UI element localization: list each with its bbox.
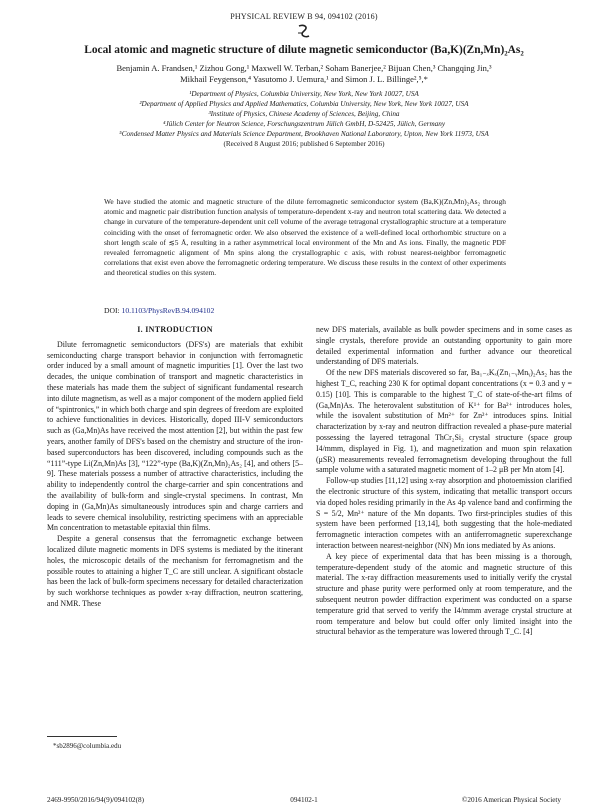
right-column — [316, 325, 572, 638]
page-number: 094102-1 — [290, 796, 318, 804]
affiliation: ⁴Jülich Center for Neutron Science, Forschungszentrum Jülich GmbH, D-52425, Jülich, Germany — [162, 120, 446, 128]
copyright: ©2016 American Physical Society — [461, 796, 561, 804]
paragraph: Follow-up studies [11,12] using x-ray absorption and photoemission clarified the electronic structure of this system, indicating that metallic transport occurs via doped holes residing primarily in the As 4p valence band and confirming the S = 5/2, Mn²⁺ nature of the Mn dopants. Two first-principles studies of this system have been performed [13,14], both suggesting that the hole-mediated ferromagnetic interaction competes with an antiferromagnetic superexchange interaction between nearest-neighbor (NN) Mn ions mediated by As anions. — [316, 476, 572, 550]
affiliation: ³Institute of Physics, Chinese Academy of Sciences, Beijing, China — [208, 110, 400, 118]
author-list — [60, 63, 548, 85]
affiliation-list — [20, 89, 588, 149]
paragraph: Dilute ferromagnetic semiconductors (DFS's) are materials that exhibit semiconducting charge transport behavior in conjunction with ferromagnetic order induced by a small amount of magnetic impurities [1]. Over the last two decades, the unique combination of transport and magnetic characteristics in these materials has made them the subject of significant fundamental research into dilute magnetism, as well as a major component of the modern applied field of “spintronics,” in which both charge and spin degrees of freedom are exploited to achieve functionalities in devices. Historically, doped III-V semiconductors such as (Ga,Mn)As have received the most attention [2], but within the past few years, another family of DFS's based on the chemistry and structure of the iron-based superconductors has been discovered, including compounds such as the “111”-type Li(Zn,Mn)As [3], “122”-type (Ba,K)(Zn,Mn)₂As₂ [4], and others [5–9]. These materials possess a number of attractive characteristics, including the ability to independently control the charge-carrier and spin concentrations and the availability of bulk-form and single-crystal specimens. In contrast, Mn doping in (Ga,Mn)As simultaneously introduces spin and charge carriers and leads to severe chemical insolubility, restricting specimens with an appreciable Mn concentration to metastable epitaxial thin films. — [47, 339, 303, 533]
paper-title: Local atomic and magnetic structure of dilute magnetic semiconductor (Ba,K)(Zn,Mn)₂As₂ — [84, 44, 524, 56]
abstract: We have studied the atomic and magnetic structure of the dilute ferromagnetic semiconductor system (Ba,K)(Zn,Mn)₂As₂ through atomic and magnetic pair distribution function analysis of temperature-dependent x-ray and neutron total scattering data. We detected a change in curvature of the temperature-dependent unit cell volume of the average tetragonal crystallographic structure at a temperature coinciding with the onset of ferromagnetic order. We also observed the existence of a well-defined local orthorhombic structure on a short length scale of ≲5 Å, resulting in a rather asymmetrical local environment of the Mn and As ions. Finally, the magnetic PDF revealed ferromagnetic alignment of Mn spins along the crystallographic c axis, with robust nearest-neighbor ferromagnetic correlations that exist even above the ferromagnetic ordering temperature. We discuss these results in the context of other experiments and theoretical studies on this system. — [104, 197, 506, 278]
doi-link[interactable]: 10.1103/PhysRevB.94.094102 — [121, 306, 215, 315]
received-date: (Received 8 August 2016; published 6 September 2016) — [223, 140, 385, 148]
left-column — [47, 325, 303, 610]
journal-header: PHYSICAL REVIEW B 94, 094102 (2016) — [230, 12, 378, 21]
doi-line — [104, 306, 214, 315]
affiliation: ²Department of Applied Physics and Applied Mathematics, Columbia University, New York, New York 10027, USA — [139, 100, 469, 108]
doi-label: DOI: — [104, 306, 122, 315]
aps-logo-icon — [296, 24, 312, 38]
footnote: *sb2896@columbia.edu — [53, 742, 122, 750]
footer-issn: 2469-9950/2016/94(9)/094102(8) — [47, 796, 145, 804]
paragraph: A key piece of experimental data that has been missing is a thorough, temperature-dependent study of the atomic and magnetic structure of this material. The x-ray diffraction measurements used to initially verify the crystal structure and phase purity were performed only at room temperature, and the subsequent neutron powder diffraction experiment was conducted on a sparse temperature grid that served to verify the I4/mmm average crystal structure at room temperature and below but could offer only limited insight into the structural behavior as the temperature was lowered through T_C. [4] — [316, 551, 572, 637]
author-line: Benjamin A. Frandsen,¹ Zizhou Gong,¹ Maxwell W. Terban,² Soham Banerjee,² Bijuan Chen,³ Changqing Jin,³ — [116, 63, 492, 73]
paragraph: Of the new DFS materials discovered so far, Ba₁₋ₓKₓ(Zn₁₋ᵧMnᵧ)₂As₂ has the highest T_C, reaching 230 K for optimal dopant concentrations (x = 0.3 and y = 0.15) [10]. This is comparable to the highest T_C of state-of-the-art films of (Ga,Mn)As. The heterovalent substitution of K¹⁺ for Ba²⁺ introduces holes, while the isovalent substitution of Mn²⁺ for Zn²⁺ introduces spins. Initial characterization by x-ray and neutron diffraction revealed a phase-pure material possessing the layered tetragonal ThCr₂Si₂ crystal structure (space group I4/mmm, displayed in Fig. 1), and magnetization and muon spin relaxation (μSR) measurements revealed ferromagnetism developing throughout the full sample volume with a saturated magnetic moment of 1–2 μB per Mn atom [4]. — [316, 368, 572, 475]
affiliation: ¹Department of Physics, Columbia University, New York, New York 10027, USA — [189, 90, 419, 98]
paragraph: Despite a general consensus that the ferromagnetic exchange between localized dilute magnetic moments in DFS systems is mediated by the itinerant holes, the microscopic details of the mechanism for ferromagnetism and the possible routes to attaining a higher T_C are still unclear. A significant obstacle has been the lack of bulk-form specimens necessary for detailed characterization by such workhorse techniques as powder x-ray diffraction, neutron scattering, and NMR. These — [47, 534, 303, 608]
paragraph: new DFS materials, available as bulk powder specimens and in some cases as single crystals, therefore provide an outstanding opportunity to gain more detailed experimental information and further advance our theoretical understanding of DFS materials. — [316, 325, 572, 367]
affiliation: ⁵Condensed Matter Physics and Materials Science Department, Brookhaven National Laboratory, Upton, New York 11973, USA — [119, 130, 489, 138]
footnote-divider — [47, 736, 117, 737]
author-line: Mikhail Feygenson,⁴ Yasutomo J. Uemura,¹ and Simon J. L. Billinge²,⁵,* — [180, 74, 428, 84]
section-title: I. INTRODUCTION — [137, 325, 213, 334]
